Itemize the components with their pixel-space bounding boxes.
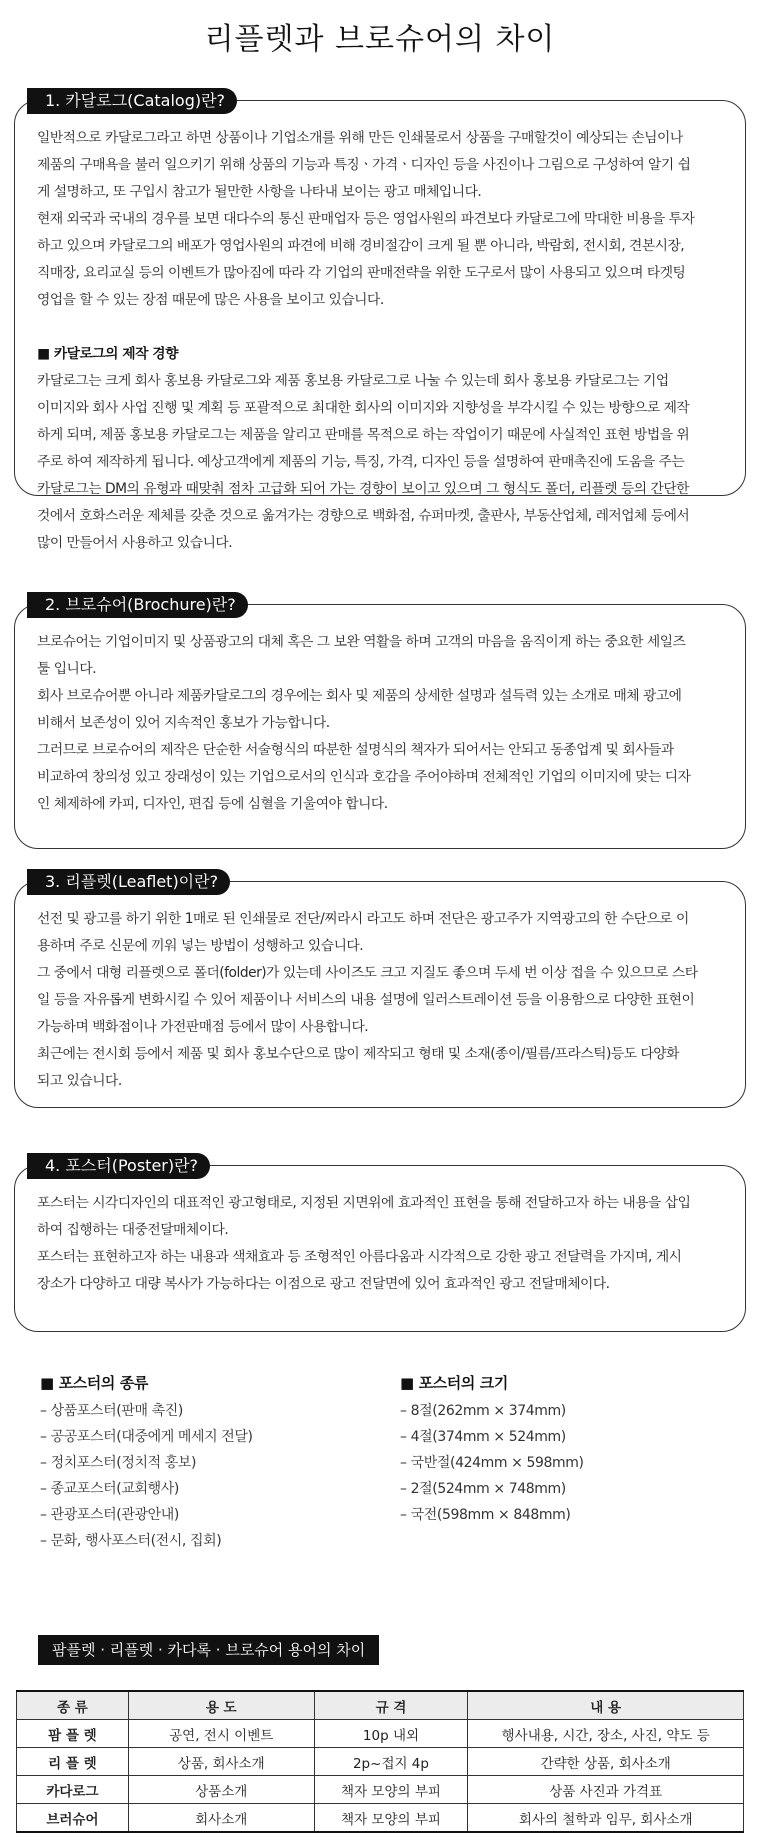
section-leaflet: [14, 872, 746, 1108]
terms-table-label: 팜플렛 · 리플렛 · 카다록 · 브로슈어 용어의 차이: [38, 1635, 379, 1665]
table-row: [17, 1804, 744, 1833]
poster-sizes-heading: ■ 포스터의 크기: [400, 1374, 508, 1392]
paragraph-line: 선전 및 광고를 하기 위한 1매로 된 인쇄물로 전단/찌라시 라고도 하며 전단은 광고주가 지역광고의 한 수단으로 이: [37, 911, 689, 927]
section-poster-body: [37, 1190, 727, 1298]
paragraph-line: 제품의 구매욕을 불러 일으키기 위해 상품의 기능과 특징ㆍ가격ㆍ디자인 등을 사진이나 그림으로 구성하여 알기 쉽: [37, 157, 691, 173]
table-cell: 회사의 철학과 임무, 회사소개: [468, 1804, 744, 1833]
table-cell: 브러슈어: [17, 1804, 129, 1833]
list-item: – 4절(374mm × 524mm): [400, 1429, 566, 1445]
paragraph-line: 현재 외국과 국내의 경우를 보면 대다수의 통신 판매업자 등은 영업사원의 파견보다 카달로그에 막대한 비용을 투자: [37, 211, 695, 227]
table-cell: 리 플 렛: [17, 1748, 129, 1776]
list-item: – 국반절(424mm × 598mm): [400, 1455, 584, 1471]
section-leaflet-body: [37, 906, 727, 1095]
paragraph-line: 브로슈어는 기업이미지 및 상품광고의 대체 혹은 그 보완 역활을 하며 고객의 마음을 움직이게 하는 중요한 세일즈: [37, 634, 686, 650]
table-row: [17, 1748, 744, 1776]
table-cell: 행사내용, 시간, 장소, 사진, 약도 등: [468, 1720, 744, 1748]
table-row: [17, 1720, 744, 1748]
paragraph-line: 되고 있습니다.: [37, 1073, 122, 1089]
table-cell: 간략한 상품, 회사소개: [468, 1748, 744, 1776]
table-header-cell: 규 격: [314, 1691, 468, 1720]
poster-sizes-list: [400, 1370, 584, 1528]
section-catalog-body: [37, 125, 727, 557]
table-cell: 카다로그: [17, 1776, 129, 1804]
table-cell: 회사소개: [128, 1804, 314, 1833]
paragraph-line: 인 체제하에 카피, 디자인, 편집 등에 심혈을 기울여야 합니다.: [37, 796, 388, 812]
section-brochure: [14, 595, 746, 849]
paragraph-line: 회사 브로슈어뿐 아니라 제품카달로그의 경우에는 회사 및 제품의 상세한 설명과 설득력 있는 소개로 매체 광고에: [37, 688, 682, 704]
paragraph-line: 비해서 보존성이 있어 지속적인 홍보가 가능합니다.: [37, 715, 330, 731]
list-item: – 공공포스터(대중에게 메세지 전달): [40, 1429, 253, 1445]
table-cell: 10p 내외: [314, 1720, 468, 1748]
list-item: – 상품포스터(판매 촉진): [40, 1403, 183, 1419]
paragraph-line: 포스터는 시각디자인의 대표적인 광고형태로, 지정된 지면위에 효과적인 표현을 통해 전달하고자 하는 내용을 삽입: [37, 1195, 691, 1211]
paragraph-line: 용하며 주로 신문에 끼워 넣는 방법이 성행하고 있습니다.: [37, 938, 364, 954]
paragraph-line: 카달로그는 DM의 유형과 때맞춰 점차 고급화 되어 가는 경향이 보이고 있으며 그 형식도 폴더, 리플렛 등의 간단한: [37, 481, 690, 497]
list-item: – 국전(598mm × 848mm): [400, 1507, 571, 1523]
paragraph-line: 툴 입니다.: [37, 661, 97, 677]
paragraph-line: 많이 만들어서 사용하고 있습니다.: [37, 535, 233, 551]
paragraph-line: 일반적으로 카달로그라고 하면 상품이나 기업소개를 위해 만든 인쇄물로서 상품을 구매할것이 예상되는 손님이나: [37, 130, 683, 146]
table-cell: 2p~접지 4p: [314, 1748, 468, 1776]
paragraph-line: 게 설명하고, 또 구입시 참고가 될만한 사항을 나타내 보이는 광고 매체입니다.: [37, 184, 482, 200]
paragraph-line: 것에서 호화스러운 제체를 갖춘 것으로 옮겨가는 경향으로 백화점, 슈퍼마켓, 출판사, 부동산업체, 레저업체 등에서: [37, 508, 690, 524]
poster-types-heading: ■ 포스터의 종류: [40, 1374, 148, 1392]
paragraph-line: 직매장, 요리교실 등의 이벤트가 많아짐에 따라 각 기업의 판매전략을 위한 도구로서 많이 사용되고 있으며 타겟팅: [37, 265, 686, 281]
paragraph-line: 장소가 다양하고 대량 복사가 가능하다는 이점으로 광고 전달면에 있어 효과적인 광고 전달매체이다.: [37, 1276, 610, 1292]
section-brochure-body: [37, 629, 727, 818]
table-row: [17, 1776, 744, 1804]
paragraph-line: 그 중에서 대형 리플렛으로 폴더(folder)가 있는데 사이즈도 크고 지질도 좋으며 두세 번 이상 접을 수 있으므로 스타: [37, 965, 698, 981]
paragraph-line: 하고 있으며 카달로그의 배포가 영업사원의 파견에 비해 경비절감이 크게 될 뿐 아니라, 박람회, 전시회, 견본시장,: [37, 238, 685, 254]
table-cell: 책자 모양의 부피: [314, 1804, 468, 1833]
list-item: – 종교포스터(교회행사): [40, 1481, 179, 1497]
table-header-cell: 내 용: [468, 1691, 744, 1720]
catalog-trend-heading: ■ 카달로그의 제작 경향: [37, 346, 178, 362]
table-cell: 책자 모양의 부피: [314, 1776, 468, 1804]
paragraph-line: 비교하여 창의성 있고 장래성이 있는 기업으로서의 인식과 호감을 주어야하며 전체적인 기업의 이미지에 맞는 디자: [37, 769, 691, 785]
section-leaflet-label: 3. 리플렛(Leaflet)이란?: [27, 869, 230, 895]
list-item: – 2절(524mm × 748mm): [400, 1481, 566, 1497]
paragraph-line: 그러므로 브로슈어의 제작은 단순한 서술형식의 따분한 설명식의 책자가 되어서는 안되고 동종업계 및 회사들과: [37, 742, 674, 758]
paragraph-line: 포스터는 표현하고자 하는 내용과 색채효과 등 조형적인 아름다움과 시각적으로 강한 광고 전달력을 가지며, 게시: [37, 1249, 682, 1265]
paragraph-line: 하게 되며, 제품 홍보용 카달로그는 제품을 알리고 판매를 목적으로 하는 작업이기 때문에 사실적인 표현 방법을 위: [37, 427, 690, 443]
paragraph-line: 일 등을 자유롭게 변화시킬 수 있어 제품이나 서비스의 내용 설명에 일러스트레이션 등을 이용함으로 다양한 표현이: [37, 992, 695, 1008]
table-header-cell: 용 도: [128, 1691, 314, 1720]
table-cell: 상품소개: [128, 1776, 314, 1804]
list-item: – 문화, 행사포스터(전시, 집회): [40, 1533, 222, 1549]
table-cell: 공연, 전시 이벤트: [128, 1720, 314, 1748]
table-cell: 상품 사진과 가격표: [468, 1776, 744, 1804]
paragraph-line: 최근에는 전시회 등에서 제품 및 회사 홍보수단으로 많이 제작되고 형태 및 소재(종이/필름/프라스틱)등도 다양화: [37, 1046, 679, 1062]
paragraph-line: 카달로그는 크게 회사 홍보용 카달로그와 제품 홍보용 카달로그로 나눌 수 있는데 회사 홍보용 카달로그는 기업: [37, 373, 669, 389]
poster-types-list: [40, 1370, 253, 1554]
table-cell: 팜 플 렛: [17, 1720, 129, 1748]
section-catalog: [14, 91, 746, 551]
paragraph-line: 가능하며 백화점이나 가전판매점 등에서 많이 사용합니다.: [37, 1019, 369, 1035]
list-item: – 관광포스터(관광안내): [40, 1507, 179, 1523]
paragraph-line: 하여 집행하는 대중전달매체이다.: [37, 1222, 229, 1238]
table-header-row: [17, 1691, 744, 1720]
paragraph-line: 영업을 할 수 있는 장점 때문에 많은 사용을 보이고 있습니다.: [37, 292, 384, 308]
terms-table: [16, 1690, 744, 1833]
page-title: 리플렛과 브로슈어의 차이: [204, 22, 556, 57]
list-item: – 8절(262mm × 374mm): [400, 1403, 566, 1419]
paragraph-line: 주로 하여 제작하게 됩니다. 예상고객에게 제품의 기능, 특징, 가격, 디자인 등을 설명하여 판매촉진에 도움을 주는: [37, 454, 685, 470]
paragraph-line: 이미지와 회사 사업 진행 및 계획 등 포괄적으로 최대한 회사의 이미지와 지향성을 부각시킬 수 있는 방향으로 제작: [37, 400, 690, 416]
list-item: – 정치포스터(정치적 홍보): [40, 1455, 197, 1471]
table-cell: 상품, 회사소개: [128, 1748, 314, 1776]
section-poster: [14, 1156, 746, 1332]
table-header-cell: 종 류: [17, 1691, 129, 1720]
section-catalog-label: 1. 카달로그(Catalog)란?: [27, 88, 237, 114]
section-brochure-label: 2. 브로슈어(Brochure)란?: [27, 592, 248, 618]
section-poster-label: 4. 포스터(Poster)란?: [27, 1153, 210, 1179]
